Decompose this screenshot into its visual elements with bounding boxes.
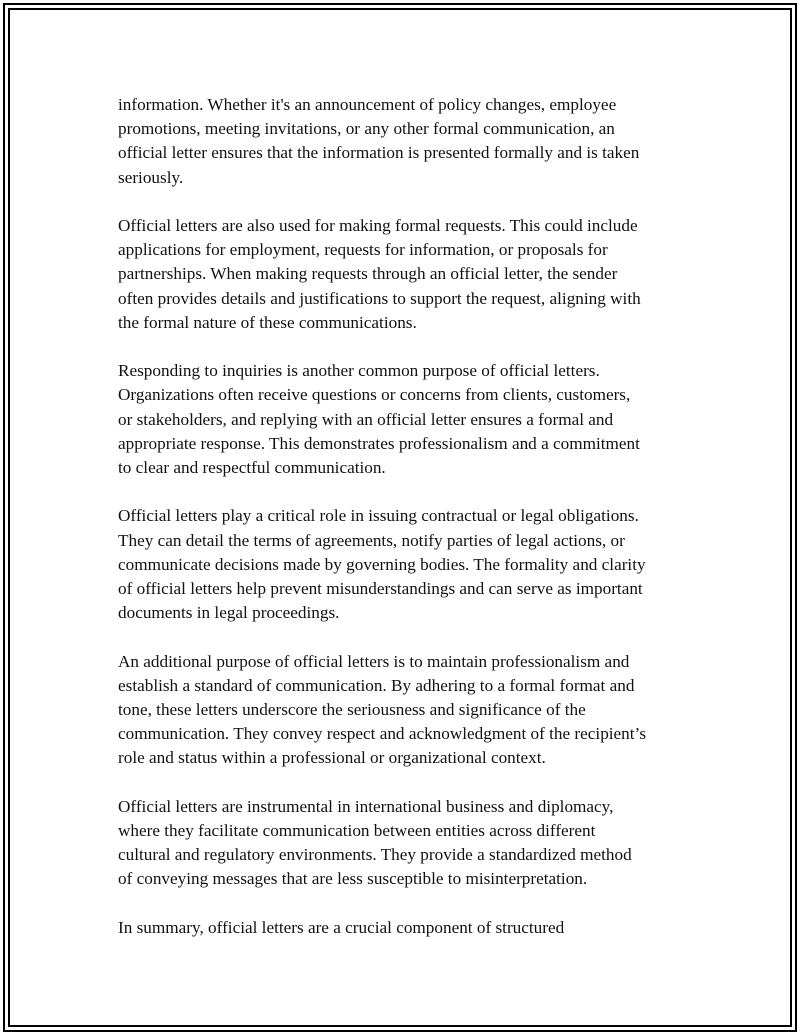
paragraph-professionalism (118, 650, 690, 771)
paragraph-line: partnerships. When making requests through an official letter, the sender (118, 264, 618, 284)
paragraph-responding-inquiries (118, 359, 690, 480)
paragraph-line: Organizations often receive questions or concerns from clients, customers, (118, 385, 631, 405)
paragraph-line: the formal nature of these communications. (118, 312, 417, 332)
paragraph-international-business (118, 795, 690, 892)
paragraph-line: In summary, official letters are a crucial component of structured (118, 917, 565, 937)
paragraph-line: promotions, meeting invitations, or any other formal communication, an (118, 119, 615, 139)
paragraph-line: seriously. (118, 167, 184, 187)
paragraph-line: documents in legal proceedings. (118, 603, 340, 623)
paragraph-line: of conveying messages that are less susceptible to misinterpretation. (118, 869, 588, 889)
paragraph-line: role and status within a professional or organizational context. (118, 748, 546, 768)
paragraph-formal-requests (118, 214, 690, 335)
paragraph-line: of official letters help prevent misunderstandings and can serve as important (118, 579, 643, 599)
paragraph-line: applications for employment, requests for information, or proposals for (118, 240, 608, 260)
paragraph-line: communicate decisions made by governing bodies. The formality and clarity (118, 554, 646, 574)
paragraph-line: cultural and regulatory environments. They provide a standardized method (118, 845, 632, 865)
document-body (118, 93, 690, 964)
paragraph-line: tone, these letters underscore the seriousness and significance of the (118, 700, 586, 720)
paragraph-line: appropriate response. This demonstrates professionalism and a commitment (118, 433, 640, 453)
paragraph-policy-announcements (118, 93, 690, 190)
paragraph-line: official letter ensures that the information is presented formally and is taken (118, 143, 640, 163)
paragraph-line: communication. They convey respect and acknowledgment of the recipient’s (118, 724, 647, 744)
paragraph-line: to clear and respectful communication. (118, 458, 386, 478)
paragraph-line: Responding to inquiries is another common purpose of official letters. (118, 361, 600, 381)
paragraph-line: establish a standard of communication. By adhering to a formal format and (118, 675, 635, 695)
paragraph-line: Official letters play a critical role in issuing contractual or legal obligations. (118, 506, 639, 526)
paragraph-line: where they facilitate communication between entities across different (118, 821, 596, 841)
paragraph-line: or stakeholders, and replying with an official letter ensures a formal and (118, 409, 614, 429)
paragraph-line: Official letters are also used for making formal requests. This could include (118, 216, 638, 235)
paragraph-line: often provides details and justifications to support the request, aligning with (118, 288, 641, 308)
paragraph-line: An additional purpose of official letters is to maintain professionalism and (118, 651, 630, 671)
paragraph-line: Official letters are instrumental in international business and diplomacy, (118, 796, 614, 816)
paragraph-line: They can detail the terms of agreements, notify parties of legal actions, or (118, 530, 625, 550)
paragraph-summary (118, 916, 690, 940)
paragraph-legal-obligations (118, 504, 690, 625)
paragraph-line: information. Whether it's an announcement of policy changes, employee (118, 95, 617, 114)
